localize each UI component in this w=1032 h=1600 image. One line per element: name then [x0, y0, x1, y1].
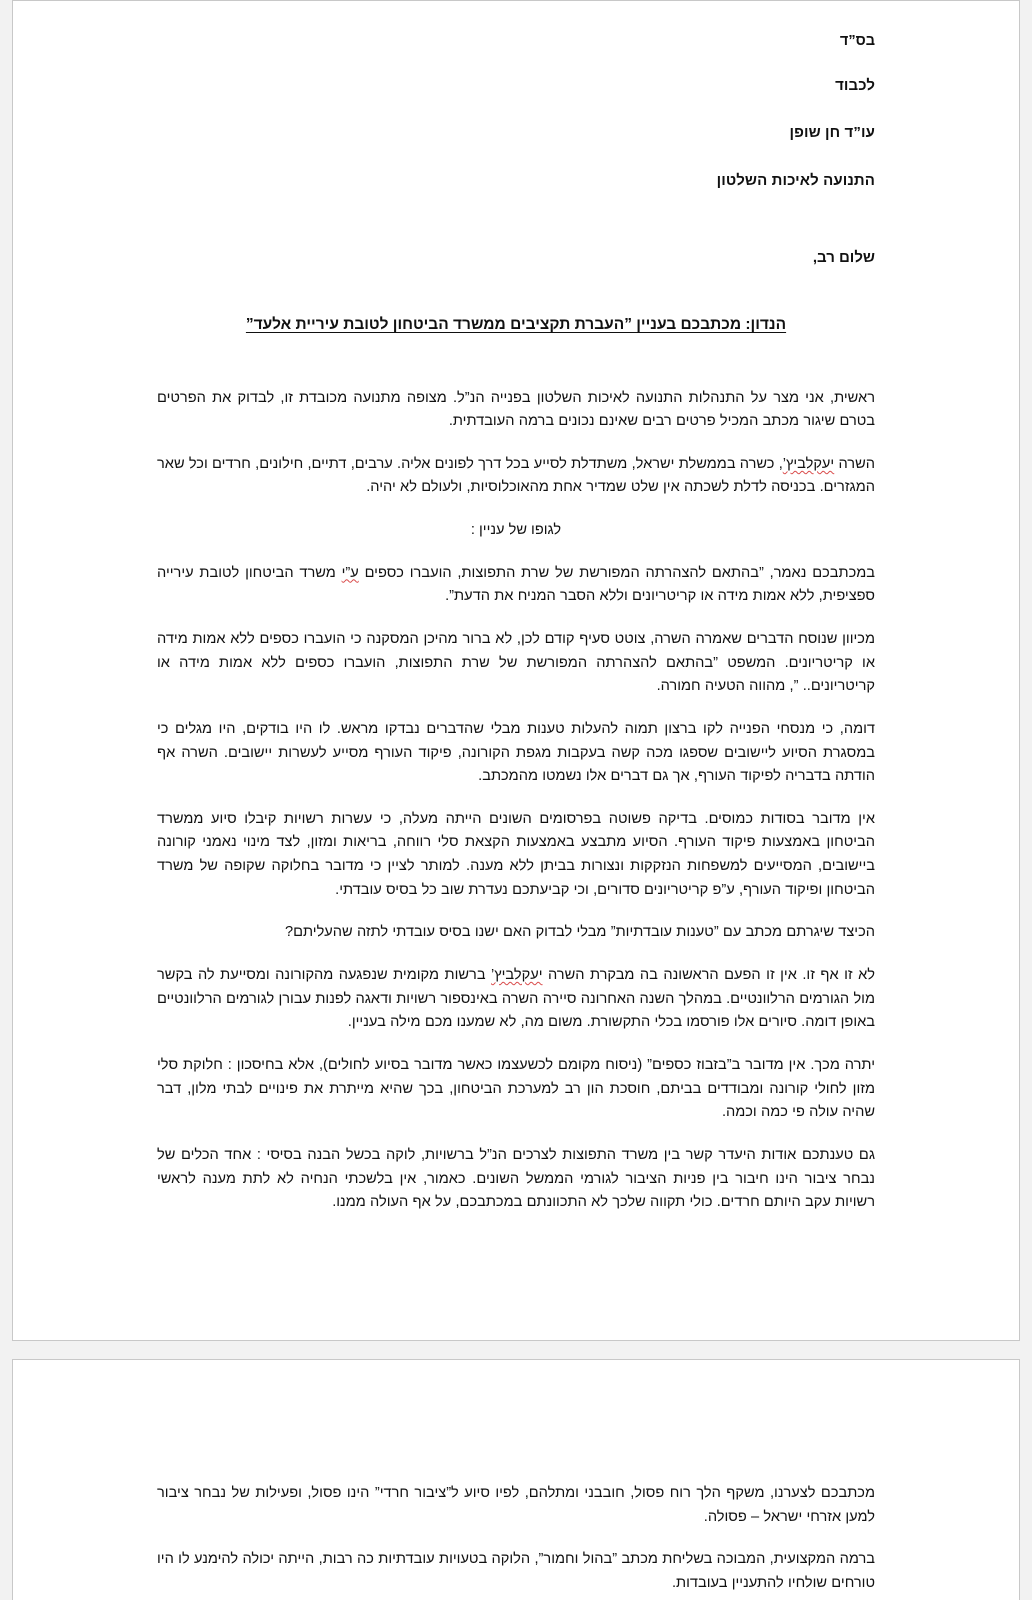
page-2-content	[13, 1360, 1019, 1596]
paragraph-8-after: ברשות מקומית שנפגעה מהקורונה ומסייעת לה בקשר מול הגורמים הרלוונטיים. במהלך השנה האחרונה סיירה השרה באינספור רשויות ודאגה לפנות עבורן לגורמים הרלוונטיים באופן דומה. סיורים אלו פורסמו בכלי התקשורת. משום מה, לא שמענו מכם מילה בעניין.	[157, 967, 875, 1031]
paragraph-8	[157, 964, 875, 1035]
paragraph-7: הכיצד שיגרתם מכתב עם ”טענות עובדתיות” מבלי לבדוק האם ישנו בסיס עובדתי לתזה שהעליתם?	[284, 924, 875, 941]
paragraph-3-after: משרד הביטחון לטובת עירייה ספציפית, ללא אמות מידה או קריטריונים וללא הסבר המניח את הדעת”.	[157, 564, 875, 605]
paragraph-2-before: השרה	[834, 455, 875, 472]
paragraph-4: מכיוון שנוסח הדברים שאמרה השרה, צוטט סעיף קודם לכן, לא ברור מהיכן המסקנה כי הועברו כספים ללא אמות מידה או קריטריונים. המשפט ”בהתאם להצהרתה המפורשת של שרת התפוצות, הועברו כספים ללא אמות מידה או קריטריונים.. ”, מהווה הטעיה חמורה.	[157, 630, 875, 695]
paragraph-6: אין מדובר בסודות כמוסים. בדיקה פשוטה בפרסומים השונים הייתה מעלה, כי עשרות רשויות קיבלו סיוע ממשרד הביטחון באמצעות פיקוד העורף. הסיוע מתבצע באמצעות הקצאת סלי רווחה, בריאות ומזון, לצד מינוי נאמני קורונה ביישובים, המסייעים למשפחות הנזקקות ונצורות בביתן ללא מענה. למותר לציין כי מדובר בחלוקה שקופה של משרד הביטחון ופיקוד העורף, ע”פ קריטריונים סדורים, וכי קביעתכם נעדרת שוב כל בסיס עובדתי.	[157, 810, 875, 898]
paragraph-2-after: , כשרה בממשלת ישראל, משתדלת לסייע בכל דרך לפונים אליה. ערבים, דתיים, חילונים, חרדים וכל שאר המגזרים. בכניסה לדלת לשכתה אין שלט שמדיר אחת מהאוכלוסיות, ולעולם לא יהיה.	[157, 455, 875, 496]
paragraph-3	[157, 562, 875, 609]
document-page-2	[12, 1359, 1020, 1600]
spellcheck-word-minister-name-2: יעקלביץ’	[491, 967, 543, 984]
paragraph-5: דומה, כי מנסחי הפנייה לקו ברצון תמוה להעלות טענות מבלי שהדברים נבדקו מראש. לו היו בודקים, היו מגלים כי במסגרת הסיוע ליישובים שספגו מכה קשה בעקבות מגפת הקורונה, פיקוד העורף מסייע לעשרות יישובים. השרה אף הודתה בדבריה לפיקוד העורף, אך גם דברים אלו נשמטו מהמכתב.	[157, 720, 875, 785]
recipient-name: עו”ד חן שופן	[789, 124, 875, 142]
paragraph-2	[157, 453, 875, 500]
greeting-line: שלום רב,	[812, 249, 875, 267]
document-page-1	[12, 0, 1020, 1341]
section-lead-line: לגופו של עניין :	[470, 522, 562, 539]
paragraph-12: ברמה המקצועית, המבוכה בשליחת מכתב ”בהול וחמור”, הלוקה בטעויות עובדתיות כה רבות, הייתה יכולה להימנע לו היו טורחים שולחיו להתעניין בעובדות.	[157, 1551, 875, 1591]
page-1-content	[13, 1, 1019, 1215]
spellcheck-word-by: ע”י	[341, 564, 359, 581]
paragraph-9: יתרה מכך. אין מדובר ב”בזבוז כספים” (ניסוח מקומם לכשעצמו כאשר מדובר בסיוע לחולים), אלא בחיסכון : חלוקת סלי מזון לחולי קורונה ומבודדים בביתם, חוסכת הון רב למערכת הביטחון, בכך שהיא מייתרת את פינויים לבתי מלון, דבר שהיה עולה פי כמה וכמה.	[157, 1056, 875, 1121]
paragraph-1: ראשית, אני מצר על התנהלות התנועה לאיכות השלטון בפנייה הנ”ל. מצופה מתנועה מכובדת זו, לבדוק את הפרטים בטרם שיגור מכתב המכיל פרטים רבים שאינם נכונים ברמה העובדתית.	[157, 389, 875, 430]
paragraph-8-before: לא זו אף זו. אין זו הפעם הראשונה בה מבקרת השרה	[542, 967, 875, 984]
paragraph-10: גם טענתכם אודות היעדר קשר בין משרד התפוצות לצרכים הנ”ל ברשויות, לוקה בכשל הבנה בסיסי : אחד הכלים של נבחר ציבור הינו חיבור בין פניות הציבור לגורמי הממשל השונים. כאמור, אין בלשכתי הנחיה לא לתת מענה לראשי רשויות עקב היותם חרדים. כולי תקווה שלכך לא התכוונתם במכתבכם, על אף העולה ממנו.	[157, 1146, 875, 1211]
paragraph-3-before: במכתבכם נאמר, ”בהתאם להצהרתה המפורשת של שרת התפוצות, הועברו כספים	[358, 564, 875, 581]
to-label: לכבוד	[835, 76, 875, 94]
page-1-body	[157, 387, 875, 1215]
page-separator-gap	[0, 1341, 1032, 1359]
recipient-organization: התנועה לאיכות השלטון	[716, 171, 875, 189]
paragraph-11: מכתבכם לצערנו, משקף הלך רוח פסול, חובבני ומתלהם, לפיו סיוע ל”ציבור חרדי” הינו פסול, ופעילות של נבחר ציבור למען אזרחי ישראל – פסולה.	[157, 1485, 875, 1525]
subject-line: הנדון: מכתבכם בעניין ”העברת תקציבים ממשרד הביטחון לטובת עיריית אלעד”	[245, 316, 787, 334]
page-2-body	[157, 1482, 875, 1596]
spellcheck-word-minister-name-1: יעקלביץ’	[782, 455, 835, 472]
bsd-heading: בס”ד	[839, 33, 875, 49]
